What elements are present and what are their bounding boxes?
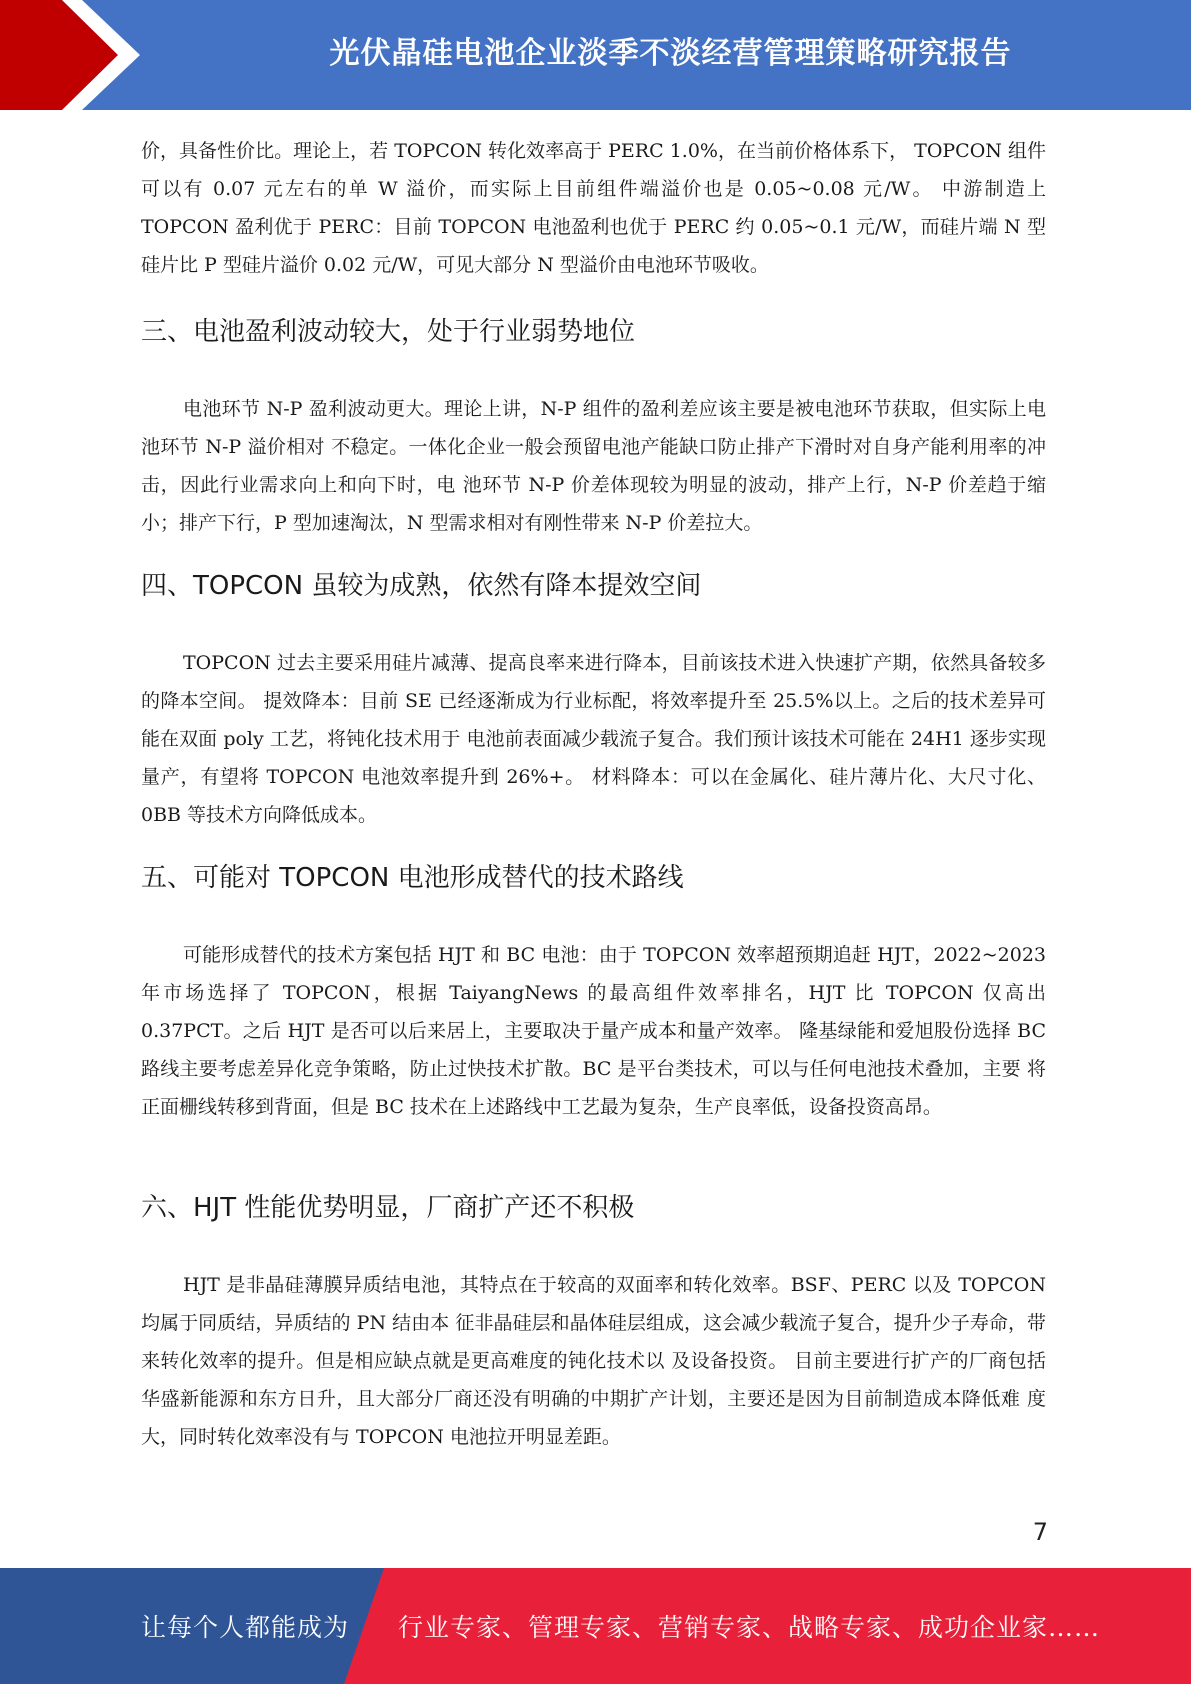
section-6-heading: 六、HJT 性能优势明显，厂商扩产还不积极: [141, 1193, 635, 1223]
section-4-paragraph: TOPCON 过去主要采用硅片减薄、提高良率来进行降本，目前该技术进入快速扩产期，依然具备较多的降本空间。 提效降本：目前 SE 已经逐渐成为行业标配，将效率提升至 25.5%以上。之后的技术差异可能在双面 poly 工艺，将钝化技术用于 电池前表面减少载流子复合。我们预计该技术可能在 24H1 逐步实现量产，有望将 TOPCON 电池效率提升到 26%+。 材料降本：可以在金属化、硅片薄片化、大尺寸化、0BB 等技术方向降低成本。: [141, 652, 1046, 826]
page-number: 7: [1032, 1518, 1048, 1546]
header-arrow-decoration: [0, 0, 160, 110]
page-header: [0, 0, 1191, 110]
intro-paragraph: 价，具备性价比。理论上，若 TOPCON 转化效率高于 PERC 1.0%，在当前价格体系下， TOPCON 组件可以有 0.07 元左右的单 W 溢价，而实际上目前组件端溢价也是 0.05~0.08 元/W。 中游制造上 TOPCON 盈利优于 PERC：目前 TOPCON 电池盈利也优于 PERC 约 0.05~0.1 元/W，而硅片端 N 型硅片比 P 型硅片溢价 0.02 元/W，可见大部分 N 型溢价由电池环节吸收。: [141, 140, 1046, 276]
section-5-paragraph: 可能形成替代的技术方案包括 HJT 和 BC 电池：由于 TOPCON 效率超预期追赶 HJT，2022~2023 年市场选择了 TOPCON，根据 TaiyangNews 的最高组件效率排名，HJT 比 TOPCON 仅高出 0.37PCT。之后 HJT 是否可以后来居上，主要取决于量产成本和量产效率。 隆基绿能和爱旭股份选择 BC 路线主要考虑差异化竞争策略，防止过快技术扩散。BC 是平台类技术，可以与任何电池技术叠加，主要 将正面栅线转移到背面，但是 BC 技术在上述路线中工艺最为复杂，生产良率低，设备投资高昂。: [141, 944, 1046, 1118]
page-footer: [0, 1568, 1191, 1684]
report-title: 光伏晶硅电池企业淡季不淡经营管理策略研究报告: [329, 36, 1012, 71]
footer-slogan-left: 让每个人都能成为: [141, 1613, 350, 1642]
section-4-heading: 四、TOPCON 虽较为成熟，依然有降本提效空间: [141, 571, 702, 601]
section-6-paragraph: HJT 是非晶硅薄膜异质结电池，其特点在于较高的双面率和转化效率。BSF、PERC 以及 TOPCON 均属于同质结，异质结的 PN 结由本 征非晶硅层和晶体硅层组成，这会减少载流子复合，提升少子寿命，带来转化效率的提升。但是相应缺点就是更高难度的钝化技术以 及设备投资。 目前主要进行扩产的厂商包括华盛新能源和东方日升，且大部分厂商还没有明确的中期扩产计划，主要还是因为目前制造成本降低难 度大，同时转化效率没有与 TOPCON 电池拉开明显差距。: [141, 1274, 1046, 1448]
section-3-paragraph: 电池环节 N-P 盈利波动更大。理论上讲，N-P 组件的盈利差应该主要是被电池环节获取，但实际上电池环节 N-P 溢价相对 不稳定。一体化企业一般会预留电池产能缺口防止排产下滑时对自身产能利用率的冲击，因此行业需求向上和向下时，电 池环节 N-P 价差体现较为明显的波动，排产上行，N-P 价差趋于缩小；排产下行，P 型加速淘汰，N 型需求相对有刚性带来 N-P 价差拉大。: [141, 398, 1046, 534]
section-3-heading: 三、电池盈利波动较大，处于行业弱势地位: [141, 317, 636, 347]
footer-slogan-right: 行业专家、管理专家、营销专家、战略专家、成功企业家……: [398, 1613, 1101, 1642]
section-5-heading: 五、可能对 TOPCON 电池形成替代的技术路线: [141, 863, 684, 893]
